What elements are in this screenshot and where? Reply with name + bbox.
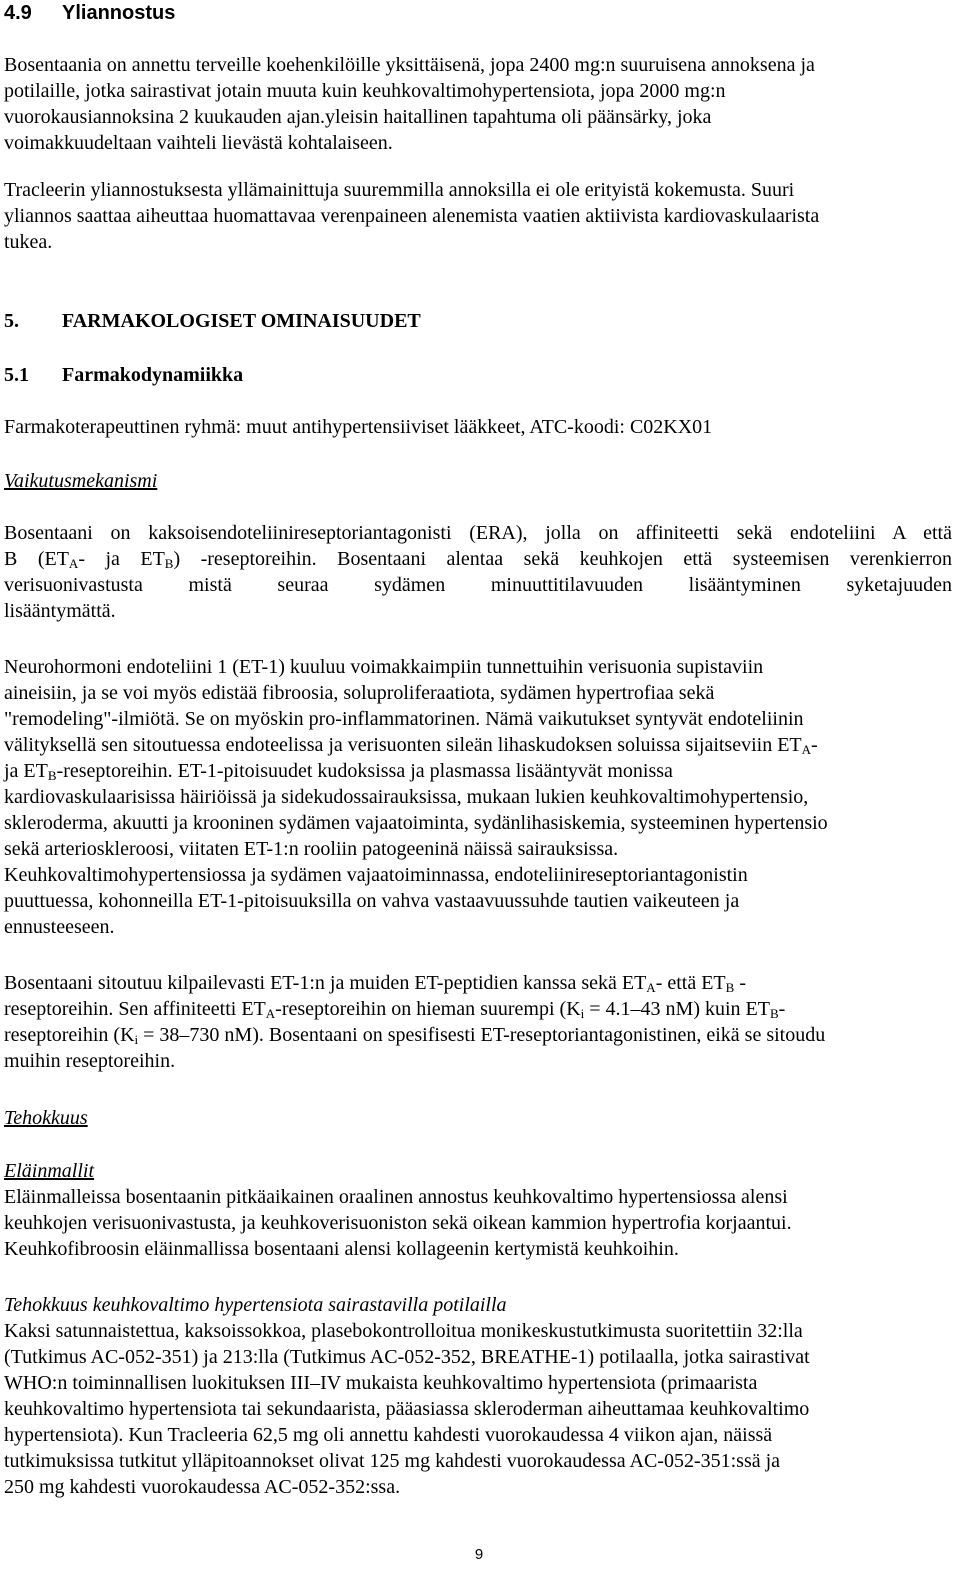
section-number: 5. [4,310,19,332]
text-line: kardiovaskulaarisissa häiriöissä ja sidekudossairauksissa, mukaan lukien keuhkovaltimohypertensio, [4,786,809,808]
section-number: 4.9 [4,2,32,24]
text-line: tutkimuksissa tutkitut ylläpitoannokset olivat 125 mg kahdesti vuorokaudessa AC-052-351:ssä ja [4,1450,781,1472]
text-line: (Tutkimus AC-052-351) ja 213:lla (Tutkimus AC-052-352, BREATHE-1) potilaalla, jotka sairastivat [4,1346,810,1368]
subheading-text: Vaikutusmekanismi [4,470,158,492]
text-line: yliannos saattaa aiheuttaa huomattavaa verenpaineen alenemista vaatien aktiivista kardiovaskulaarista [4,205,820,227]
page-number: 9 [474,1546,484,1563]
text-line: puuttuessa, kohonneilla ET-1-pitoisuuksilla on vahva vastaavuussuhde tautien vaikeuteen ja [4,890,740,912]
overdose-paragraph-1 [4,52,952,156]
text-line: voimakkuudeltaan vaihteli lievästä kohtalaiseen. [4,132,393,154]
text-line: keuhkojen verisuonivastusta, ja keuhkoverisuoniston sekä oikean kammion hypertrofia korjaantui. [4,1212,792,1234]
text-line: tukea. [4,231,53,253]
text-line: aineisiin, ja se voi myös edistää fibroosia, soluproliferaatiota, sydämen hypertrofiaa sekä [4,682,715,704]
pharmacotherapeutic-group [4,414,952,440]
text-line: hypertensiota). Kun Tracleeria 62,5 mg oli annettu kahdesti vuorokaudessa 4 viikon ajan, näissä [4,1424,773,1446]
mechanism-heading [4,468,952,494]
text-line: Bosentaania on annettu terveille koehenkilöille yksittäisenä, jopa 2400 mg:n suuruisena annoksena ja [4,54,815,76]
text-line: potilaille, jotka sairastivat jotain muuta kuin keuhkovaltimohypertensiota, jopa 2000 mg:n [4,80,726,102]
mechanism-paragraph [4,520,952,624]
text-line: Bosentaani on kaksoisendoteliinireseptoriantagonisti (ERA), jolla on affiniteetti sekä endoteliini A että [4,522,952,544]
overdose-paragraph-2 [4,177,952,255]
text-line: reseptoreihin ($K_i = 38-730$ nM). Bosentaani on spesifisesti ET-reseptoriantagonistinen, eikä se sitoudu [4,1024,826,1047]
text-line: B ($ET_A-$ ja $ET_B$) -reseptoreihin. Bosentaani alentaa sekä keuhkojen että systeemisen verenkierron [4,548,953,571]
efficacy-heading [4,1105,952,1131]
section-title: Farmakodynamiikka [62,364,244,386]
text-line: ja $ET_B$-reseptoreihin. ET-1-pitoisuudet kudoksissa ja plasmassa lisääntyvät monissa [4,760,673,783]
text-line: skleroderma, akuutti ja krooninen sydämen vajaatoiminta, sydänlihasiskemia, systeeminen hypertensio [4,812,828,834]
text-line: WHO:n toiminnallisen luokituksen III–IV mukaista keuhkovaltimo hypertensiota (primaarista [4,1372,758,1394]
animal-models-section [4,1158,952,1262]
text-line: 250 mg kahdesti vuorokaudessa AC-052-352:ssa. [4,1476,401,1498]
text-line: Kaksi satunnaistettua, kaksoissokkoa, plasebokontrolloitua monikeskustutkimusta suoritettiin 32:lla [4,1320,803,1342]
text-line: Bosentaani sitoutuu kilpailevasti ET-1:n ja muiden ET-peptidien kanssa sekä $ET_A-$ että $ET_B$ - [4,972,746,995]
subheading-text: Tehokkuus [4,1107,88,1129]
binding-paragraph [4,970,952,1074]
section-title: FARMAKOLOGISET OMINAISUUDET [62,310,421,332]
text-line: Keuhkofibroosin eläinmallissa bosentaani alensi kollageenin kertymistä keuhkoihin. [4,1238,679,1260]
section-4-9-heading [4,0,952,26]
text-line: sekä arterioskleroosi, viitaten ET-1:n rooliin patogeeninä näissä sairauksissa. [4,838,619,860]
text-line: keuhkovaltimo hypertensiota tai sekundaarista, pääasiassa skleroderman aiheuttamaa keuhkovaltimo [4,1398,810,1420]
section-5-heading [4,308,952,334]
text-line: vuorokausiannoksina 2 kuukauden ajan.yleisin haitallinen tapahtuma oli päänsärky, joka [4,106,712,128]
text-line: lisääntymättä. [4,600,116,622]
text-line: Eläinmalleissa bosentaanin pitkäaikainen oraalinen annostus keuhkovaltimo hypertensiossa alensi [4,1186,788,1208]
text-line: ennusteeseen. [4,916,115,938]
text-line: Keuhkovaltimohypertensiossa ja sydämen vajaatoiminnassa, endoteliinireseptoriantagonistin [4,864,748,886]
section-number: 5.1 [4,364,29,386]
pah-efficacy-section [4,1292,952,1500]
section-title: Yliannostus [62,2,176,24]
text-line: muihin reseptoreihin. [4,1050,176,1072]
endothelin-paragraph [4,654,952,940]
text-line: "remodeling"-ilmiötä. Se on myöskin pro-inflammatorinen. Nämä vaikutukset syntyvät endoteliinin [4,708,804,730]
text-line: välityksellä sen sitoutuessa endoteelissa ja verisuonten sileän lihaskudoksen soluissa sijaitseviin $ET_A-$ [4,734,818,757]
text-line: Tracleerin yliannostuksesta yllämainittuja suuremmilla annoksilla ei ole erityistä kokemusta. Suuri [4,179,795,201]
text-line: Neurohormoni endoteliini 1 (ET-1) kuuluu voimakkaimpiin tunnettuihin verisuonia supistaviin [4,656,764,678]
text-line: Farmakoterapeuttinen ryhmä: muut antihypertensiiviset lääkkeet, ATC-koodi: C02KX01 [4,416,713,438]
section-5-1-heading [4,362,952,388]
text-line: reseptoreihin. Sen affiniteetti $ET_A$-reseptoreihin on hieman suurempi ($K_i = 4.1-43$ nM) kuin $ET_B-$ [4,998,786,1021]
animal-models-heading: Eläinmallit [4,1160,94,1182]
text-line: verisuonivastusta mistä seuraa sydämen minuuttitilavuuden lisääntyminen syketajuuden [4,574,952,596]
pah-efficacy-heading: Tehokkuus keuhkovaltimo hypertensiota sairastavilla potilailla [4,1294,507,1316]
